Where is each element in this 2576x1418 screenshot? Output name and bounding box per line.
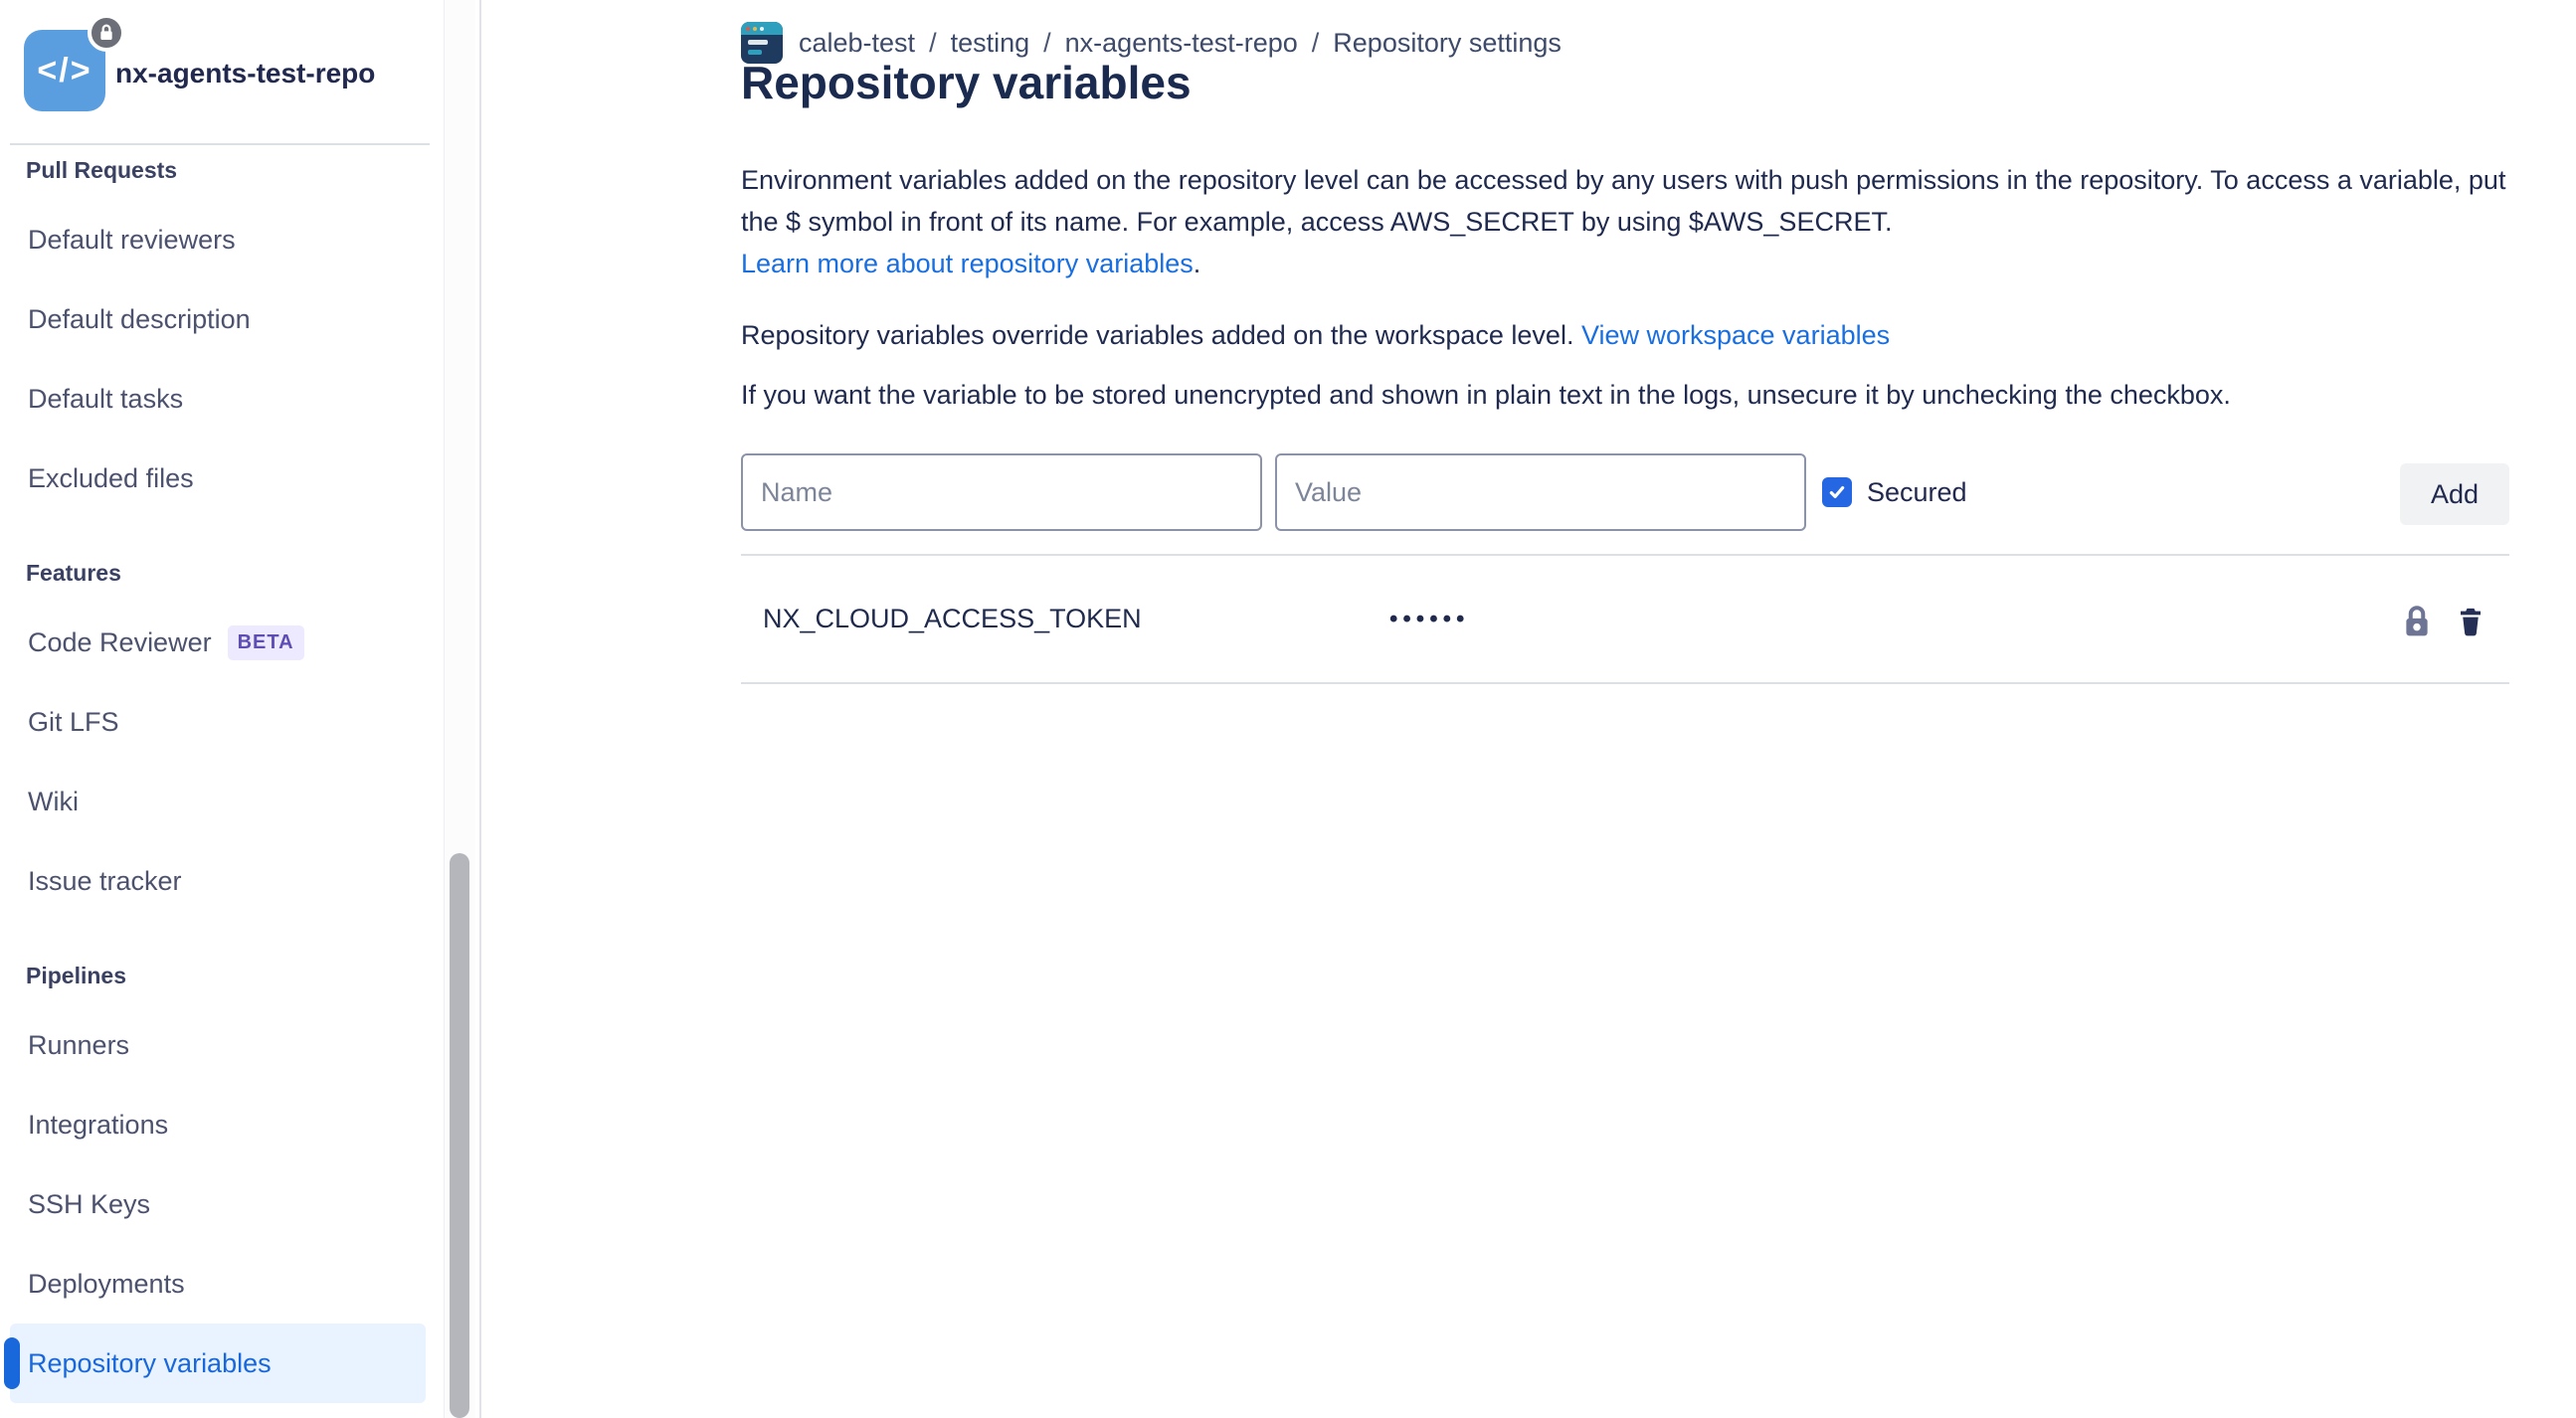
code-brackets-icon: </>: [37, 51, 92, 89]
description-text: Repository variables override variables added on the workspace level.: [741, 320, 1574, 350]
selected-indicator: [4, 1337, 20, 1389]
sidebar-item-label: SSH Keys: [28, 1188, 151, 1219]
secured-checkbox[interactable]: [1822, 477, 1852, 507]
page-title: Repository variables: [741, 57, 1192, 108]
variable-masked-value: ••••••: [1389, 605, 1470, 632]
sidebar-item-label: Default tasks: [28, 383, 184, 414]
breadcrumb-separator: /: [1043, 27, 1051, 58]
beta-badge: BETA: [228, 625, 304, 660]
learn-more-link[interactable]: Learn more about repository variables: [741, 249, 1194, 278]
description-paragraph-3: If you want the variable to be stored unencrypted and shown in plain text in the logs, unsecure it by unchecking the checkbox.: [741, 380, 2231, 410]
breadcrumb-workspace[interactable]: caleb-test: [799, 27, 916, 58]
nav-section-pull-requests: Pull Requests: [26, 156, 178, 183]
description-paragraph-2: [741, 314, 2509, 356]
sidebar-item-ssh-keys[interactable]: [0, 1164, 444, 1244]
name-input[interactable]: [741, 453, 1262, 531]
check-icon: [1827, 482, 1847, 502]
variables-table: [741, 554, 2509, 684]
sidebar-item-label: Wiki: [28, 786, 79, 816]
sidebar-item-issue-tracker[interactable]: [0, 841, 444, 921]
sidebar-item-git-lfs[interactable]: [0, 682, 444, 762]
lock-icon: [98, 24, 114, 42]
nav-section-features: Features: [26, 559, 121, 586]
repo-header: [0, 0, 479, 145]
sidebar-item-runners[interactable]: [0, 1005, 444, 1085]
repo-name: nx-agents-test-repo: [115, 58, 376, 89]
sidebar-item-label: Deployments: [28, 1268, 185, 1299]
sidebar-item-label: Git LFS: [28, 706, 119, 737]
link-suffix: .: [1193, 249, 1201, 278]
sidebar-item-default-tasks[interactable]: [0, 359, 444, 439]
sidebar-item-repository-variables[interactable]: [10, 1324, 426, 1403]
sidebar-item-integrations[interactable]: [0, 1085, 444, 1164]
sidebar-item-label: Code Reviewer: [28, 626, 212, 657]
breadcrumb-repo[interactable]: nx-agents-test-repo: [1064, 27, 1298, 58]
lock-icon[interactable]: [2400, 603, 2434, 640]
avatar-dot: [746, 27, 750, 31]
sidebar: [0, 0, 481, 1418]
variable-row: [741, 554, 2509, 684]
add-button[interactable]: Add: [2400, 463, 2509, 525]
sidebar-item-excluded-files[interactable]: [0, 439, 444, 518]
avatar-dot: [753, 27, 757, 31]
value-input[interactable]: [1275, 453, 1806, 531]
variable-name: NX_CLOUD_ACCESS_TOKEN: [763, 604, 1142, 633]
sidebar-item-default-reviewers[interactable]: [0, 200, 444, 279]
sidebar-scrollbar-thumb[interactable]: [450, 853, 469, 1418]
avatar-bar: [748, 40, 768, 45]
description-paragraph-1: [741, 159, 2509, 284]
breadcrumb-separator: /: [929, 27, 937, 58]
sidebar-item-label: Repository variables: [28, 1347, 272, 1378]
sidebar-nav: [0, 145, 444, 1403]
sidebar-item-wiki[interactable]: [0, 762, 444, 841]
view-workspace-variables-link[interactable]: View workspace variables: [1580, 320, 1891, 350]
sidebar-item-default-description[interactable]: [0, 279, 444, 359]
description-text: Environment variables added on the repository level can be accessed by any users with push permissions in the repository. To access a variable, put the $ symbol in front of its name. For example, access AWS_SECRET by using $AWS_SECRET.: [741, 165, 2506, 237]
sidebar-item-label: Excluded files: [28, 462, 194, 493]
breadcrumb-project[interactable]: testing: [950, 27, 1030, 58]
private-repo-lock-badge: [88, 14, 125, 52]
sidebar-item-label: Default reviewers: [28, 224, 236, 255]
secured-label: Secured: [1867, 477, 1967, 507]
breadcrumb-separator: /: [1311, 27, 1320, 58]
trash-icon[interactable]: [2454, 603, 2487, 640]
sidebar-item-code-reviewer[interactable]: [0, 603, 444, 682]
nav-section-pipelines: Pipelines: [26, 962, 126, 988]
sidebar-item-label: Runners: [28, 1029, 130, 1060]
sidebar-item-deployments[interactable]: [0, 1244, 444, 1324]
sidebar-item-label: Issue tracker: [28, 865, 182, 896]
sidebar-scrollbar-track: [444, 0, 475, 1418]
avatar-dot: [760, 27, 764, 31]
avatar-bar: [748, 50, 762, 55]
sidebar-item-label: Default description: [28, 303, 251, 334]
add-variable-form: [741, 453, 2509, 534]
breadcrumb-settings[interactable]: Repository settings: [1333, 27, 1562, 58]
sidebar-item-label: Integrations: [28, 1109, 169, 1140]
